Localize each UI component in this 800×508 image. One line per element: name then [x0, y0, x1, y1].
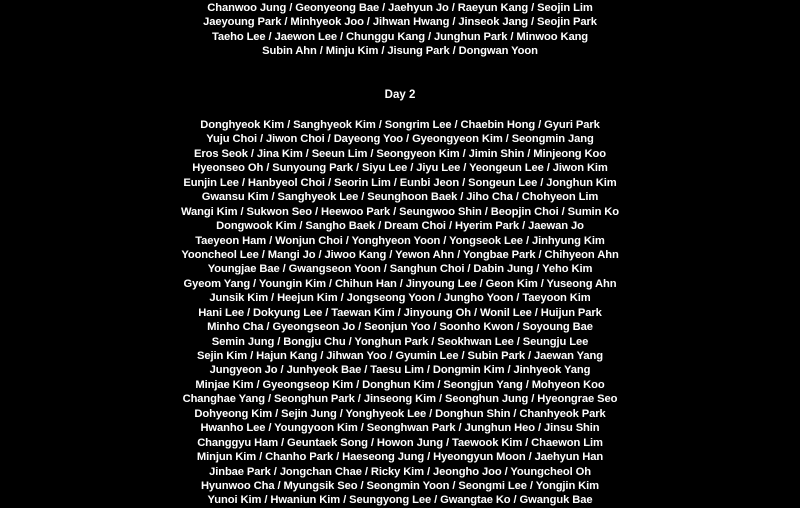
credit-line: Hwanho Lee / Youngyoon Kim / Seonghwan Park / Junghun Heo / Jinsu Shin [200, 422, 600, 435]
day-heading: Day 2 [384, 89, 416, 101]
credit-line: Yunoi Kim / Hwaniun Kim / Seungyong Lee / Gwangtae Ko / Gwanguk Bae [207, 494, 593, 507]
credit-line: Dohyeong Kim / Sejin Jung / Yonghyeok Lee / Donghun Shin / Chanhyeok Park [194, 407, 606, 420]
credit-line: Yooncheol Lee / Mangi Jo / Jiwoo Kang / Yewon Ahn / Yongbae Park / Chihyeon Ahn [181, 248, 619, 261]
credit-line: Taeyeon Ham / Wonjun Choi / Yonghyeon Yoon / Yongseok Lee / Jinhyung Kim [195, 234, 605, 247]
credit-line: Minjun Kim / Chanho Park / Haeseong Jung / Hyeongyun Moon / Jaehyun Han [196, 451, 604, 464]
credit-line: Taeho Lee / Jaewon Lee / Chunggu Kang / Junghun Park / Minwoo Kang [211, 30, 589, 43]
credit-line: Minjae Kim / Gyeongseop Kim / Donghun Kim / Seongjun Yang / Mohyeon Koo [195, 378, 605, 391]
credit-line: Sejin Kim / Hajun Kang / Jihwan Yoo / Gyumin Lee / Subin Park / Jaewan Yang [197, 350, 603, 362]
credit-line: Hyunwoo Cha / Myungsik Seo / Seongmin Yoon / Seongmi Lee / Yongjin Kim [200, 479, 600, 492]
credit-line: Eunjin Lee / Hanbyeol Choi / Seorin Lim / Eunbi Jeon / Songeun Lee / Jonghun Kim [183, 176, 617, 189]
credit-line: Dongwook Kim / Sangho Baek / Dream Choi / Hyerim Park / Jaewan Jo [216, 220, 584, 233]
credit-line: Semin Jung / Bongju Chu / Yonghun Park / Seokhwan Lee / Seungju Lee [211, 335, 589, 348]
credit-line: Changhae Yang / Seonghun Park / Jinseong Kim / Seonghun Jung / Hyeongrae Seo [182, 393, 618, 406]
credit-line: Changgyu Ham / Geuntaek Song / Howon Jung / Taewook Kim / Chaewon Lim [197, 436, 603, 449]
credit-line: Eros Seok / Jina Kim / Seeun Lim / Seongyeon Kim / Jimin Shin / Minjeong Koo [194, 147, 606, 160]
credit-line: Youngjae Bae / Gwangseon Yoon / Sanghun Choi / Dabin Jung / Yeho Kim [207, 263, 593, 276]
credit-line: Donghyeok Kim / Sanghyeok Kim / Songrim Lee / Chaebin Hong / Gyuri Park [200, 119, 600, 131]
credit-line: Subin Ahn / Minju Kim / Jisung Park / Dongwan Yoon [262, 45, 538, 58]
credits-block-day1-end [0, 1, 800, 59]
credit-line: Wangi Kim / Sukwon Seo / Heewoo Park / Seungwoo Shin / Beopjin Choi / Sumin Ko [180, 205, 620, 218]
credit-line: Jungyeon Jo / Junhyeok Bae / Taesu Lim / Dongmin Kim / Jinhyeok Yang [209, 364, 591, 377]
credit-line: Minho Cha / Gyeongseon Jo / Seonjun Yoo / Soonho Kwon / Soyoung Bae [207, 321, 593, 334]
credit-line: Gwansu Kim / Sanghyeok Lee / Seunghoon Baek / Jiho Cha / Chohyeon Lim [201, 191, 599, 204]
credit-line: Jaeyoung Park / Minhyeok Joo / Jihwan Hwang / Jinseok Jang / Seojin Park [203, 16, 597, 29]
credits-block-day2 [0, 88, 800, 508]
credit-line: Gyeom Yang / Youngin Kim / Chihun Han / Jinyoung Lee / Geon Kim / Yuseong Ahn [183, 277, 617, 290]
credit-line: Hani Lee / Dokyung Lee / Taewan Kim / Jinyoung Oh / Wonil Lee / Huijun Park [198, 306, 602, 319]
credit-line: Yuju Choi / Jiwon Choi / Dayeong Yoo / Gyeongyeon Kim / Seongmin Jang [206, 133, 594, 146]
credit-line: Hyeonseo Oh / Sunyoung Park / Siyu Lee / Jiyu Lee / Yeongeun Lee / Jiwon Kim [192, 162, 608, 175]
credit-line: Jinbae Park / Jongchan Chae / Ricky Kim / Jeongho Joo / Youngcheol Oh [209, 465, 591, 478]
credit-line: Chanwoo Jung / Geonyeong Bae / Jaehyun Jo / Raeyun Kang / Seojin Lim [207, 2, 593, 14]
credit-line: Junsik Kim / Heejun Kim / Jongseong Yoon / Jungho Yoon / Taeyoon Kim [209, 292, 591, 305]
